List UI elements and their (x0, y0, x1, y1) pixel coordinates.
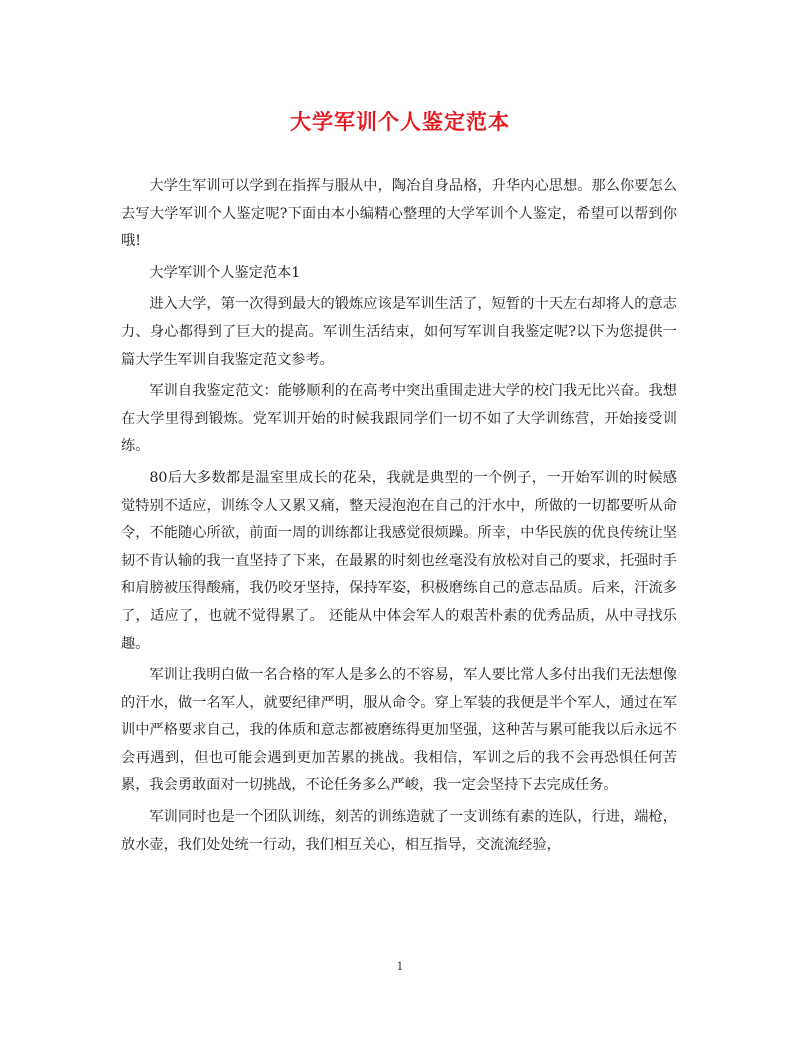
paragraph: 军训自我鉴定范文：能够顺利的在高考中突出重围走进大学的校门我无比兴奋。我想在大学里得到锻炼。党军训开始的时候我跟同学们一切不如了大学训练营，开始接受训练。 (121, 383, 677, 455)
paragraph: 军训让我明白做一名合格的军人是多么的不容易，军人要比常人多付出我们无法想像的汗水，做一名军人，就要纪律严明，服从命令。穿上军装的我便是半个军人，通过在军训中严格要求自己，我的体质和意志都被磨练得更加坚强，这种苦与累可能我以后永远不会再遇到，但也可能会遇到更加苦累的挑战。我相信，军训之后的我不会再恐惧任何苦累，我会勇敢面对一切挑战，不论任务多么严峻，我一定会坚持下去完成任务。 (121, 667, 677, 794)
document-title: 大学军训个人鉴定范本 (290, 109, 510, 134)
document-body (121, 173, 677, 863)
section-heading: 大学军训个人鉴定范本1 (149, 264, 301, 281)
paragraph: 进入大学，第一次得到最大的锻炼应该是军训生活了，短暂的十天左右却将人的意志力、身心都得到了巨大的提高。军训生活结束，如何写军训自我鉴定呢?以下为您提供一篇大学生军训自我鉴定范文参考。 (121, 296, 677, 368)
page-number: 1 (396, 960, 404, 973)
paragraph-intro: 大学生军训可以学到在指挥与服从中，陶冶自身品格，升华内心思想。那么你要怎么去写大学军训个人鉴定呢?下面由本小编精心整理的大学军训个人鉴定，希望可以帮到你哦! (121, 178, 677, 250)
paragraph: 80后大多数都是温室里成长的花朵，我就是典型的一个例子，一开始军训的时候感觉特别不适应，训练令人又累又痛，整天浸泡泡在自己的汗水中，所做的一切都要听从命令，不能随心所欲，前面一周的训练都让我感觉很烦躁。所幸，中华民族的优良传统让坚韧不肯认输的我一直坚持了下来，在最累的时刻也丝毫没有放松对自己的要求，托强时手和肩膀被压得酸痛，我仍咬牙坚持，保持军姿，积极磨练自己的意志品质。后来，汗流多了，适应了，也就不觉得累了。 还能从中体会军人的艰苦朴素的优秀品质，从中寻找乐趣。 (121, 469, 677, 652)
paragraph: 军训同时也是一个团队训练，刻苦的训练造就了一支训练有素的连队，行进，端枪，放水壶，我们处处统一行动，我们相互关心，相互指导，交流流经验， (121, 809, 677, 853)
